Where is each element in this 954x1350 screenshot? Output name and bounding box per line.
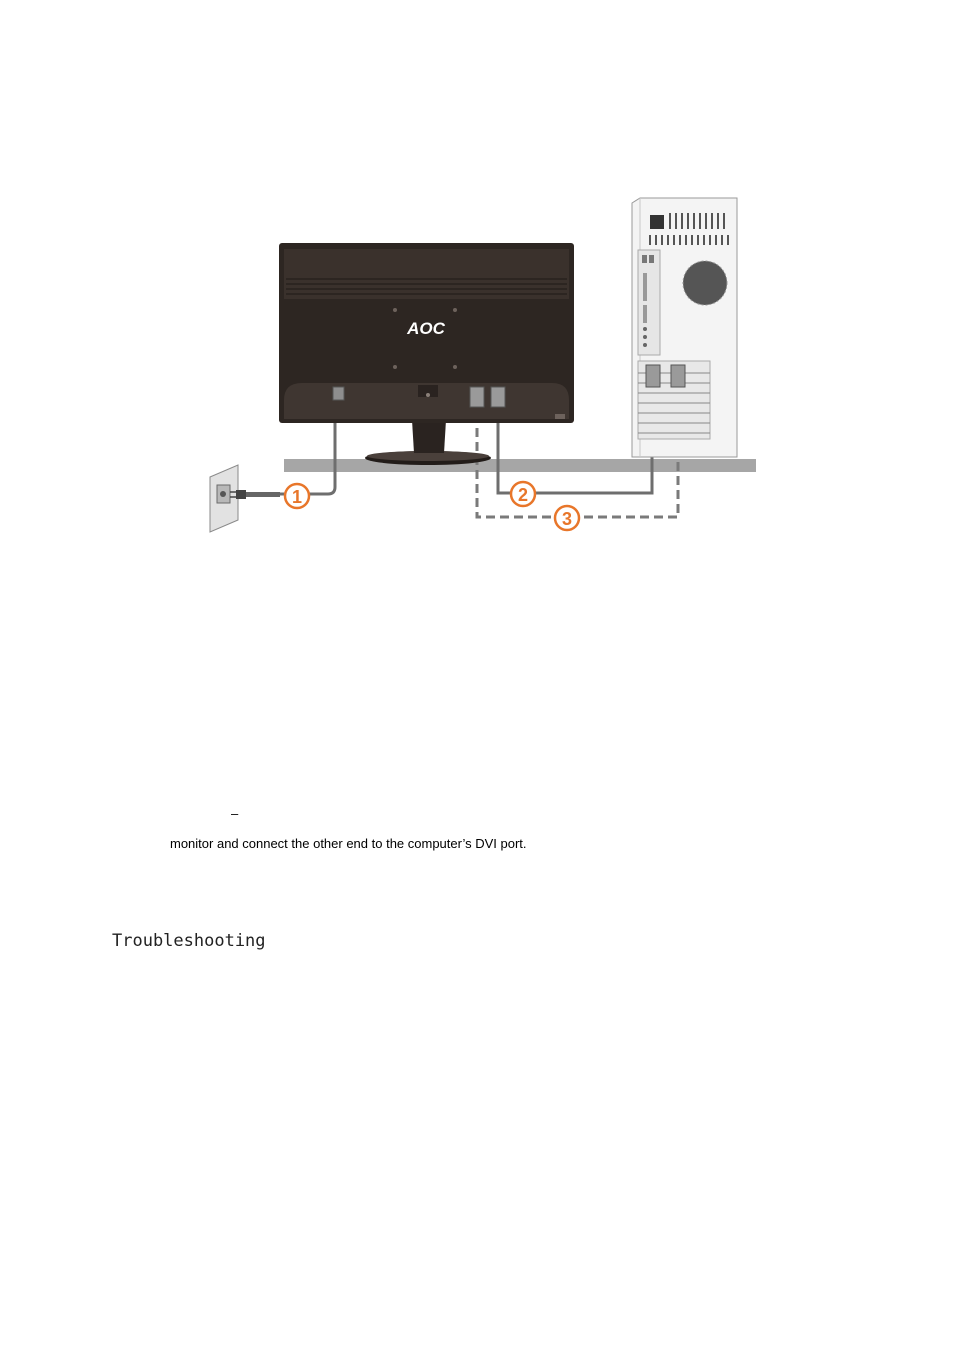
desk-shelf <box>284 459 756 472</box>
callout-1 <box>285 484 309 508</box>
callout-2-label: 2 <box>517 485 529 505</box>
dash-mark: – <box>231 806 239 821</box>
callout-3-label: 3 <box>561 509 573 529</box>
connection-diagram-svg <box>200 195 760 540</box>
instruction-line: monitor and connect the other end to the computer’s DVI port. <box>170 836 527 851</box>
section-heading: Troubleshooting <box>112 931 266 951</box>
computer-tower <box>632 198 737 457</box>
power-plug <box>230 490 280 499</box>
brand-logo: AOC <box>407 319 445 338</box>
monitor-back <box>279 243 574 423</box>
callout-3 <box>555 506 579 530</box>
connection-diagram <box>200 195 760 540</box>
wall-outlet <box>210 465 238 532</box>
callout-1-label: 1 <box>291 487 303 507</box>
callout-2 <box>511 482 535 506</box>
